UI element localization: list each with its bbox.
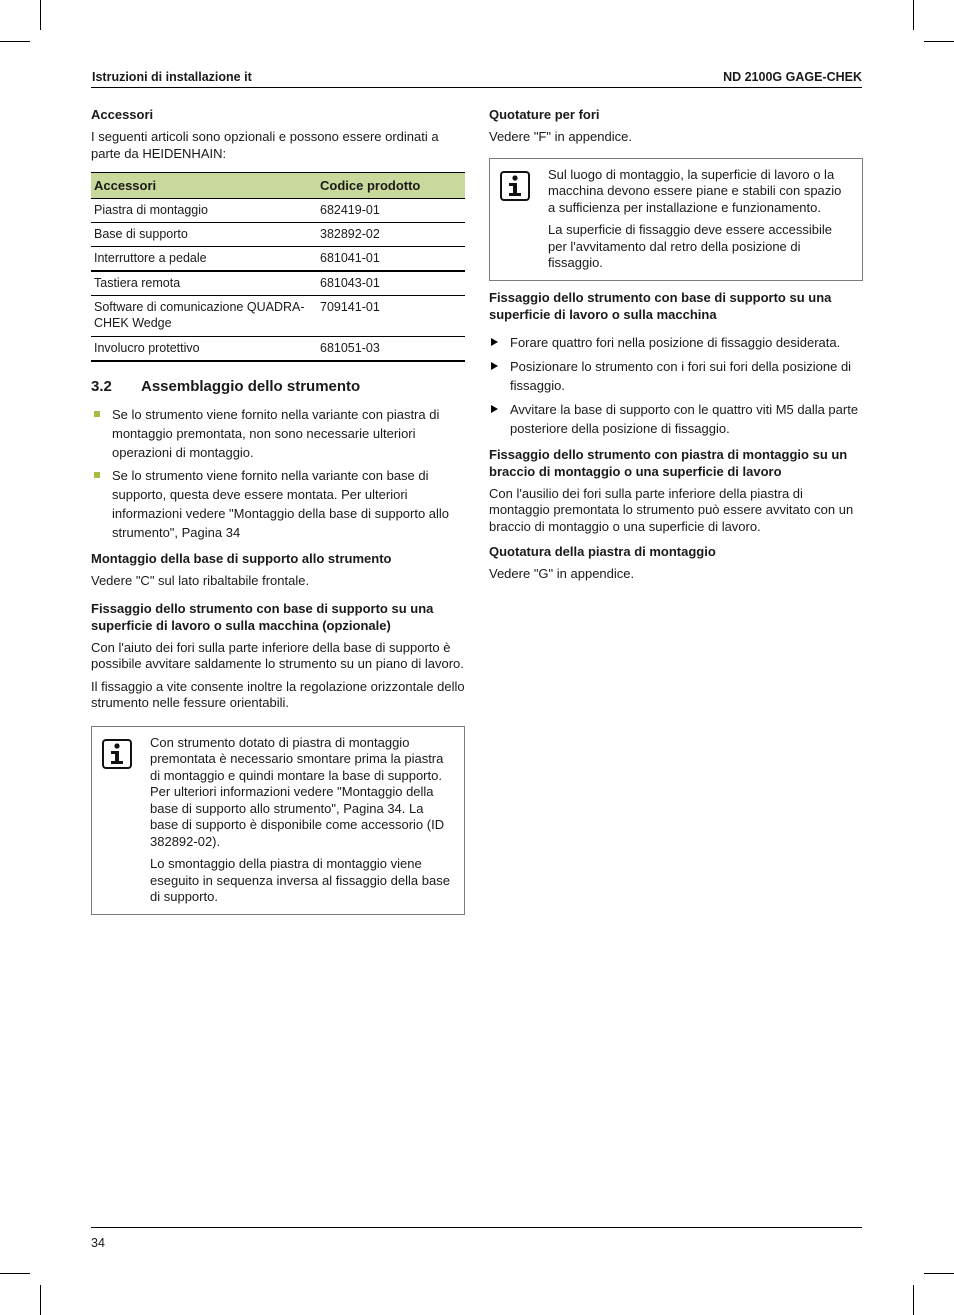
crop-mark xyxy=(913,0,914,30)
crop-mark xyxy=(0,41,30,42)
section-title: Assemblaggio dello strumento xyxy=(141,378,361,395)
page-number: 34 xyxy=(91,1236,105,1250)
fissaggio-paragraph: Con l'aiuto dei fori sulla parte inferiore della base di supporto è possibile avvitare saldamente lo strumento su un piano di lavoro. xyxy=(91,639,464,671)
note-paragraph: Lo smontaggio della piastra di montaggio viene eseguito in sequenza inversa al fissaggio della base di supporto. xyxy=(150,856,450,904)
info-note xyxy=(489,158,863,281)
left-column xyxy=(91,106,465,915)
crop-mark xyxy=(40,0,41,30)
list-item-text: Se lo strumento viene fornito nella variante con base di supporto, questa deve essere montata. Per ulteriori informazioni vedere "Montaggio della base di supporto allo strumento", Pagina 34 xyxy=(112,468,450,540)
right-column xyxy=(489,106,863,589)
bullet-list xyxy=(91,405,465,542)
triangle-bullet-icon xyxy=(491,338,498,346)
table-header-row xyxy=(91,173,465,199)
footer-rule xyxy=(91,1227,862,1228)
table-cell: 681043-01 xyxy=(317,271,465,296)
list-item-text: Forare quattro fori nella posizione di fissaggio desiderata. xyxy=(510,334,841,350)
table-cell: 682419-01 xyxy=(317,199,465,223)
fissaggio-base-heading: Fissaggio dello strumento con base di supporto su una superficie di lavoro o sulla macchina xyxy=(489,289,832,322)
list-item xyxy=(489,400,863,438)
table-cell: Involucro protettivo xyxy=(91,337,317,362)
montaggio-heading: Montaggio della base di supporto allo strumento xyxy=(91,551,392,566)
crop-mark xyxy=(913,1285,914,1315)
table-header-codice: Codice prodotto xyxy=(317,173,465,199)
list-item xyxy=(489,333,863,352)
square-bullet-icon xyxy=(94,411,100,417)
quotature-heading: Quotature per fori xyxy=(489,107,600,122)
quotatura-piastra-text: Vedere "G" in appendice. xyxy=(489,566,635,581)
table-cell: 382892-02 xyxy=(317,223,465,247)
table-row xyxy=(91,271,465,296)
fissaggio-piastra-heading: Fissaggio dello strumento con piastra di montaggio su un braccio di montaggio o una superficie di lavoro xyxy=(489,446,848,479)
fissaggio-piastra-text: Con l'ausilio dei fori sulla parte inferiore della piastra di montaggio premontata lo strumento può essere avvitato con un braccio di montaggio o una superficie di lavoro. xyxy=(489,485,854,534)
table-cell: 681041-01 xyxy=(317,247,465,272)
table-row xyxy=(91,247,465,272)
accessori-intro: I seguenti articoli sono opzionali e possono essere ordinati a parte da HEIDENHAIN: xyxy=(91,129,439,161)
triangle-bullet-icon xyxy=(491,405,498,413)
quotature-text: Vedere "F" in appendice. xyxy=(489,129,632,144)
list-item xyxy=(91,466,465,542)
table-row xyxy=(91,337,465,362)
table-header-accessori: Accessori xyxy=(91,173,317,199)
info-note xyxy=(91,726,465,915)
fissaggio-heading: Fissaggio dello strumento con base di supporto su una superficie di lavoro o sulla macchina (opzionale) xyxy=(91,600,434,633)
header-title: Istruzioni di installazione it xyxy=(92,70,252,84)
header-product: ND 2100G GAGE-CHEK xyxy=(723,70,862,84)
fissaggio-paragraph: Il fissaggio a vite consente inoltre la regolazione orizzontale dello strumento nelle fessure orientabili. xyxy=(91,678,465,710)
table-row xyxy=(91,296,465,337)
info-icon xyxy=(500,171,530,201)
table-cell: 681051-03 xyxy=(317,337,465,362)
table-cell: Software di comunicazione QUADRA- CHEK Wedge xyxy=(91,296,317,337)
step-list xyxy=(489,333,863,438)
note-paragraph: Sul luogo di montaggio, la superficie di lavoro o la macchina devono essere piane e stabili con spazio a sufficienza per installazione e funzionamento. xyxy=(548,166,842,215)
table-row xyxy=(91,223,465,247)
crop-mark xyxy=(0,1273,30,1274)
section-heading xyxy=(91,378,465,395)
page-header xyxy=(91,68,862,88)
table-cell: Piastra di montaggio xyxy=(91,199,317,223)
crop-mark xyxy=(924,1273,954,1274)
crop-mark xyxy=(40,1285,41,1315)
triangle-bullet-icon xyxy=(491,362,498,370)
quotatura-piastra-heading: Quotatura della piastra di montaggio xyxy=(489,544,716,559)
list-item-text: Avvitare la base di supporto con le quattro viti M5 dalla parte posteriore della posizione di fissaggio. xyxy=(510,401,859,436)
square-bullet-icon xyxy=(94,472,100,478)
montaggio-text: Vedere "C" sul lato ribaltabile frontale. xyxy=(91,573,310,588)
table-row xyxy=(91,199,465,223)
list-item-text: Posizionare lo strumento con i fori sui fori della posizione di fissaggio. xyxy=(510,358,852,393)
crop-mark xyxy=(924,41,954,42)
accessori-heading: Accessori xyxy=(91,107,154,122)
info-icon xyxy=(102,739,132,769)
note-paragraph: La superficie di fissaggio deve essere accessibile per l'avvitamento dal retro della posizione di fissaggio. xyxy=(548,222,832,270)
table-cell: Base di supporto xyxy=(91,223,317,247)
list-item xyxy=(489,357,863,395)
accessories-table xyxy=(91,172,465,362)
section-number: 3.2 xyxy=(91,378,112,395)
table-cell: Interruttore a pedale xyxy=(91,247,317,272)
note-paragraph: Con strumento dotato di piastra di montaggio premontata è necessario smontare prima la piastra di montaggio e quindi montare la base di supporto. Per ulteriori informazioni vedere "Montaggio della base di supporto allo strumento", Pagina 34. La base di supporto è disponibile come accessorio (ID 382892-02). xyxy=(150,734,445,849)
list-item-text: Se lo strumento viene fornito nella variante con piastra di montaggio premontata, non sono necessarie ulteriori operazioni di montaggio. xyxy=(112,407,440,460)
table-cell: 709141-01 xyxy=(317,296,465,337)
table-cell: Tastiera remota xyxy=(91,271,317,296)
list-item xyxy=(91,405,465,462)
